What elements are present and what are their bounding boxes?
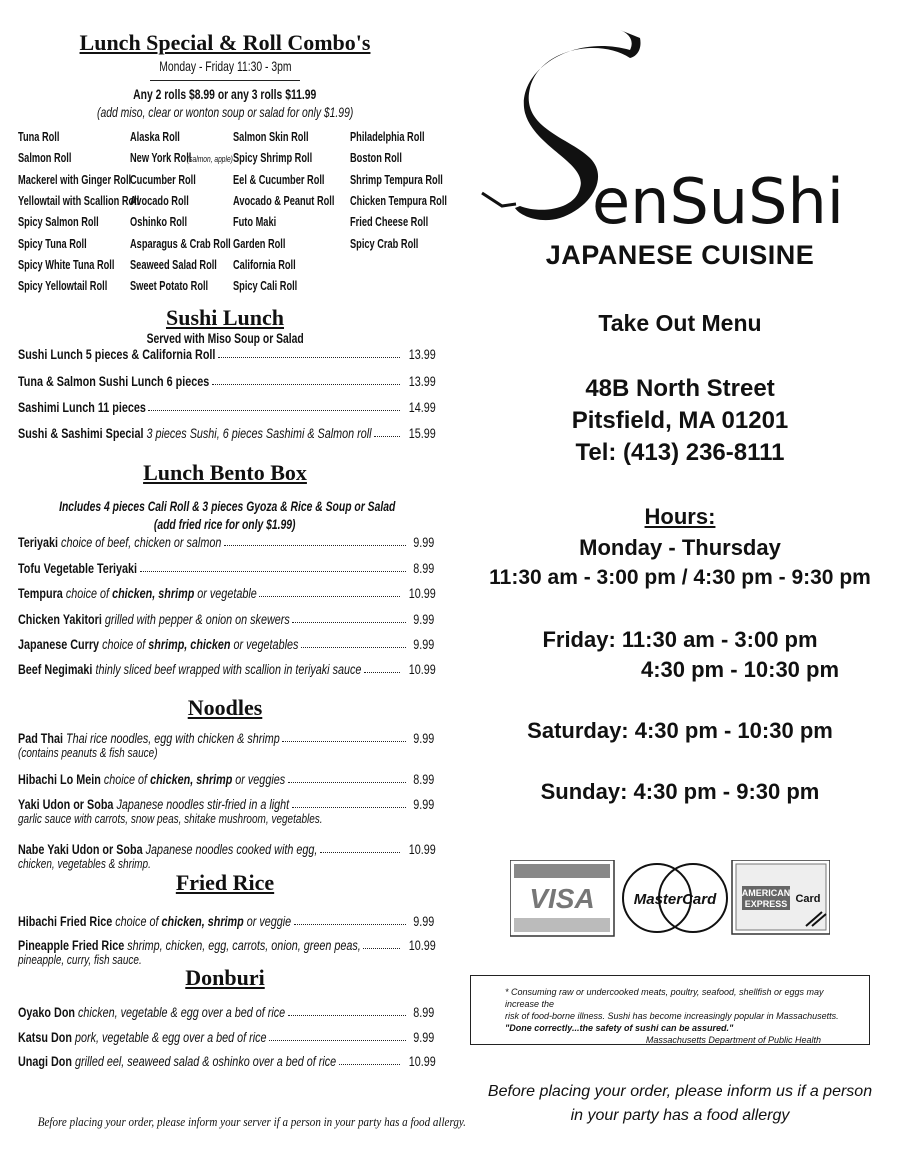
dot-leader: [140, 571, 406, 572]
allergy-notice-left: Before placing your order, please inform your server if a person in your party has a food allergy.: [37, 1114, 466, 1129]
menu-item: [18, 938, 436, 967]
dot-leader: [288, 782, 406, 783]
hours-saturday: Saturday: 4:30 pm - 10:30 pm: [527, 718, 833, 743]
menu-item: [18, 731, 435, 760]
roll-name: Spicy Tuna Roll: [18, 236, 87, 251]
item-description-text: chicken, vegetable & egg over a bed of rice: [78, 1005, 286, 1020]
item-name: Teriyaki: [18, 535, 59, 550]
dot-leader: [259, 596, 400, 597]
allergy-line: in your party has a food allergy: [570, 1107, 790, 1124]
item-description: [115, 914, 291, 929]
address-street: 48B North Street: [585, 375, 775, 402]
item-description: [75, 1054, 336, 1069]
item-description-text: chicken, shrimp: [112, 586, 195, 601]
roll-item: [350, 237, 442, 251]
item-description: [102, 637, 298, 652]
item-description: [146, 842, 318, 857]
menu-item: [18, 914, 435, 929]
roll-name: Cucumber Roll: [130, 172, 196, 187]
item-price: 8.99: [413, 772, 435, 787]
bento-title: Lunch Bento Box: [143, 460, 307, 485]
item-description: [104, 772, 285, 787]
roll-name: Mackerel with Ginger Roll: [18, 172, 132, 187]
roll-name: Sweet Potato Roll: [130, 279, 209, 294]
menu-item: [18, 662, 436, 677]
item-description-continued: (contains peanuts & fish sauce): [18, 746, 158, 760]
item-name: Pad Thai: [18, 731, 64, 746]
hours-title: Hours:: [644, 504, 716, 529]
item-name: Oyako Don: [18, 1005, 76, 1020]
dot-leader: [294, 924, 406, 925]
roll-name: Tuna Roll: [18, 130, 60, 144]
disclaimer-line: * Consuming raw or undercooked meats, poultry, seafood, shellfish or eggs may increase the: [505, 987, 824, 1009]
takeout-menu-heading: Take Out Menu: [598, 310, 762, 336]
item-description: [78, 1005, 285, 1020]
amex-text-1: AMERICAN: [741, 888, 791, 898]
roll-item: [233, 237, 304, 251]
item-name: Tuna & Salmon Sushi Lunch 6 pieces: [18, 374, 210, 389]
roll-name: Salmon Roll: [18, 151, 72, 166]
amex-logo: [732, 860, 830, 934]
menu-item: [18, 586, 436, 601]
item-description: [116, 797, 289, 812]
roll-item: [18, 130, 74, 144]
item-description: [75, 1030, 267, 1045]
hours-mon-thu-time: 11:30 am - 3:00 pm / 4:30 pm - 9:30 pm: [489, 566, 871, 589]
item-name: Beef Negimaki: [18, 662, 93, 677]
hours-friday-dinner: 4:30 pm - 10:30 pm: [640, 657, 840, 682]
dot-leader: [288, 1015, 406, 1016]
item-name: Chicken Yakitori: [18, 612, 102, 627]
roll-name: Salmon Skin Roll: [233, 130, 309, 144]
item-price: 9.99: [413, 731, 435, 746]
roll-item: [350, 173, 475, 187]
item-description-text: Japanese noodles stir-fried in a light: [116, 797, 290, 812]
item-description: [105, 612, 290, 627]
dot-leader: [374, 436, 400, 437]
disclaimer-quote: "Done correctly...the safety of sushi can be assured.": [505, 1023, 734, 1033]
roll-name: Chicken Tempura Roll: [350, 193, 447, 208]
item-description-text: Thai rice noodles, egg with chicken & shrimp: [66, 731, 280, 746]
sushi-lunch-title: Sushi Lunch: [165, 305, 285, 330]
roll-name: Boston Roll: [350, 151, 402, 166]
item-name: Unagi Don: [18, 1054, 72, 1069]
item-price: 13.99: [408, 374, 436, 389]
roll-item: [130, 151, 249, 165]
item-description-text: or vegetable: [194, 586, 257, 601]
roll-name: Seaweed Salad Roll: [130, 257, 217, 272]
allergy-line: Before placing your order, please inform us if a person: [487, 1083, 873, 1100]
item-price: 14.99: [408, 400, 436, 415]
allergy-notice-right: [460, 1080, 900, 1128]
roll-item: [350, 215, 456, 229]
brand-subtitle: JAPANESE CUISINE: [545, 240, 815, 270]
logo-wordmark: enSuShi: [592, 165, 844, 233]
roll-name: California Roll: [233, 257, 296, 272]
roll-name: Shrimp Tempura Roll: [350, 172, 443, 187]
roll-name: Asparagus & Crab Roll: [130, 236, 231, 251]
item-price: 10.99: [408, 1054, 436, 1069]
dot-leader: [218, 357, 400, 358]
roll-item: [233, 215, 291, 229]
dot-leader: [212, 384, 400, 385]
item-description-text: choice of: [102, 637, 149, 652]
item-description-text: or veggie: [243, 914, 292, 929]
item-description-continued: pineapple, curry, fish sauce.: [18, 953, 142, 967]
dot-leader: [364, 672, 400, 673]
disclaimer-line: risk of food-borne illness. Sushi has become increasingly popular in Massachusetts.: [505, 1011, 839, 1021]
item-price: 9.99: [413, 612, 435, 627]
item-description-text: grilled with pepper & onion on skewers: [104, 612, 290, 627]
item-name: Nabe Yaki Udon or Soba: [18, 842, 143, 857]
item-price: 9.99: [413, 637, 435, 652]
item-name: Tempura: [18, 586, 63, 601]
roll-name: Spicy White Tuna Roll: [18, 257, 115, 272]
bento-fried-rice-note: (add fried rice for only $1.99): [154, 516, 296, 532]
dot-leader: [148, 410, 400, 411]
roll-item: [130, 258, 247, 272]
menu-item: [18, 374, 436, 389]
disclaimer-source: Massachusetts Department of Public Health: [645, 1035, 821, 1045]
item-name: Tofu Vegetable Teriyaki: [18, 561, 138, 576]
item-name: Yaki Udon or Soba: [18, 797, 114, 812]
roll-item: [233, 279, 320, 293]
lunch-special-hours: Monday - Friday 11:30 - 3pm: [158, 58, 292, 74]
roll-name: Avocado Roll: [130, 193, 189, 208]
item-price: 8.99: [413, 561, 435, 576]
roll-item: [18, 258, 148, 272]
mastercard-text: MasterCard: [633, 891, 717, 908]
roll-name: New York Roll: [130, 151, 192, 166]
hours-sunday: Sunday: 4:30 pm - 9:30 pm: [540, 779, 820, 804]
item-price: 10.99: [408, 662, 436, 677]
menu-item: [18, 797, 435, 826]
roll-item: [130, 194, 209, 208]
phone-number: Tel: (413) 236-8111: [575, 439, 785, 466]
noodles-title: Noodles: [187, 695, 263, 720]
lunch-special-note: (add miso, clear or wonton soup or salad for only $1.99): [96, 104, 354, 120]
dot-leader: [224, 545, 406, 546]
roll-name: Fried Cheese Roll: [350, 215, 429, 230]
item-name: Sushi & Sashimi Special: [18, 426, 144, 441]
logo-swash: [482, 193, 516, 206]
roll-item: [130, 279, 236, 293]
roll-name: Futo Maki: [233, 215, 277, 230]
item-price: 9.99: [413, 797, 435, 812]
item-description: [127, 938, 361, 953]
item-description-text: choice of: [103, 772, 151, 787]
item-price: 10.99: [408, 938, 436, 953]
fried-rice-title: Fried Rice: [175, 870, 275, 895]
item-description-text: choice of: [115, 914, 162, 929]
roll-item: [233, 130, 335, 144]
lunch-special-price: Any 2 rolls $8.99 or any 3 rolls $11.99: [133, 86, 317, 102]
item-description: [95, 662, 361, 677]
item-name: Katsu Don: [18, 1030, 72, 1045]
item-price: 9.99: [413, 914, 435, 929]
menu-item: [18, 347, 436, 362]
sensushi-logo: [480, 28, 880, 233]
item-description-text: grilled eel, seaweed salad & oshinko over a bed of rice: [75, 1054, 337, 1069]
roll-item: [233, 258, 318, 272]
right-info-column: [460, 0, 900, 1165]
roll-item: [130, 215, 207, 229]
logo-graphic: [480, 28, 880, 233]
roll-name: Spicy Crab Roll: [350, 236, 419, 251]
item-name: Sashimi Lunch 11 pieces: [18, 400, 146, 415]
menu-item: [18, 1005, 435, 1020]
item-description-continued: garlic sauce with carrots, snow peas, shitake mushroom, vegetables.: [18, 812, 323, 826]
roll-name: Spicy Cali Roll: [233, 279, 298, 294]
roll-item: [18, 237, 111, 251]
roll-name: Spicy Yellowtail Roll: [18, 279, 108, 294]
roll-item: [18, 279, 139, 293]
menu-item: [18, 1054, 436, 1069]
item-description-text: choice of: [65, 586, 113, 601]
item-name: Pineapple Fried Rice: [18, 938, 125, 953]
item-description-text: pork, vegetable & egg over a bed of rice: [75, 1030, 267, 1045]
item-price: 10.99: [408, 842, 436, 857]
item-description: [61, 535, 221, 550]
menu-item: [18, 842, 436, 871]
item-price: 9.99: [413, 535, 435, 550]
health-disclaimer: [470, 975, 870, 1045]
item-description-text: choice of beef, chicken or salmon: [61, 535, 222, 550]
item-name: Sushi Lunch 5 pieces & California Roll: [18, 347, 216, 362]
roll-name: Eel & Cucumber Roll: [233, 172, 325, 187]
roll-item: [350, 151, 420, 165]
roll-name: Garden Roll: [233, 236, 286, 251]
item-price: 15.99: [408, 426, 436, 441]
item-price: 9.99: [413, 1030, 435, 1045]
item-description: [66, 586, 257, 601]
roll-item: [233, 173, 357, 187]
menu-item: [18, 612, 435, 627]
dot-leader: [292, 622, 406, 623]
item-description-continued: chicken, vegetables & shrimp.: [18, 857, 151, 871]
item-description-text: Japanese noodles cooked with egg,: [145, 842, 318, 857]
sushi-lunch-subtitle: Served with Miso Soup or Salad: [146, 330, 304, 346]
item-description-text: or veggies: [232, 772, 286, 787]
item-description-text: chicken, shrimp: [161, 914, 244, 929]
menu-item: [18, 535, 435, 550]
roll-item: [18, 215, 127, 229]
item-description: [66, 731, 280, 746]
menu-item: [18, 426, 436, 441]
roll-note: (salmon, apple): [186, 154, 233, 165]
roll-name: Spicy Salmon Roll: [18, 215, 99, 230]
item-name: Japanese Curry: [18, 637, 100, 652]
item-description-text: or vegetables: [230, 637, 299, 652]
roll-item: [130, 173, 219, 187]
dot-leader: [301, 647, 406, 648]
roll-item: [233, 151, 340, 165]
address-city: Pitsfield, MA 01201: [571, 407, 789, 434]
item-name: Hibachi Lo Mein: [18, 772, 101, 787]
roll-name: Spicy Shrimp Roll: [233, 151, 313, 166]
menu-item: [18, 637, 435, 652]
dot-leader: [269, 1040, 406, 1041]
roll-name: Oshinko Roll: [130, 215, 188, 230]
amex-card-text: Card: [795, 893, 821, 905]
item-description-text: chicken, shrimp: [150, 772, 233, 787]
dot-leader: [292, 807, 406, 808]
roll-name: Philadelphia Roll: [350, 130, 425, 144]
hours-friday-lunch: Friday: 11:30 am - 3:00 pm: [542, 627, 818, 652]
item-description-text: shrimp, chicken: [148, 637, 231, 652]
menu-item: [18, 772, 435, 787]
item-price: 8.99: [413, 1005, 435, 1020]
divider: [150, 80, 300, 81]
bento-note: Includes 4 pieces Cali Roll & 3 pieces Gyoza & Rice & Soup or Salad: [59, 498, 396, 514]
roll-item: [130, 130, 197, 144]
item-description-text: 3 pieces Sushi, 6 pieces Sashimi & Salmon roll: [146, 426, 372, 441]
item-description-text: thinly sliced beef wrapped with scallion in teriyaki sauce: [95, 662, 362, 677]
item-price: 10.99: [408, 586, 436, 601]
roll-name: Avocado & Peanut Roll: [233, 193, 335, 208]
menu-item: [18, 561, 435, 576]
roll-item: [18, 151, 90, 165]
dot-leader: [339, 1064, 400, 1065]
item-name: Hibachi Fried Rice: [18, 914, 113, 929]
item-description-text: shrimp, chicken, egg, carrots, onion, green peas,: [127, 938, 361, 953]
menu-item: [18, 1030, 435, 1045]
roll-item: [350, 130, 451, 144]
roll-name: Alaska Roll: [130, 130, 180, 144]
dot-leader: [363, 948, 400, 949]
lunch-special-title: Lunch Special & Roll Combo's: [79, 30, 371, 55]
hours-mon-thu: Monday - Thursday: [579, 535, 781, 560]
visa-text: VISA: [529, 883, 595, 914]
dot-leader: [282, 741, 406, 742]
donburi-title: Donburi: [185, 965, 265, 990]
payment-cards: [510, 860, 830, 945]
visa-logo: [510, 860, 614, 936]
menu-item: [18, 400, 436, 415]
dot-leader: [320, 852, 400, 853]
item-description: [146, 426, 371, 441]
card-logos: [510, 860, 830, 940]
mastercard-logo: [623, 864, 727, 932]
roll-name: Yellowtail with Scallion Roll: [18, 193, 140, 208]
item-price: 13.99: [408, 347, 436, 362]
amex-text-2: EXPRESS: [744, 899, 788, 909]
